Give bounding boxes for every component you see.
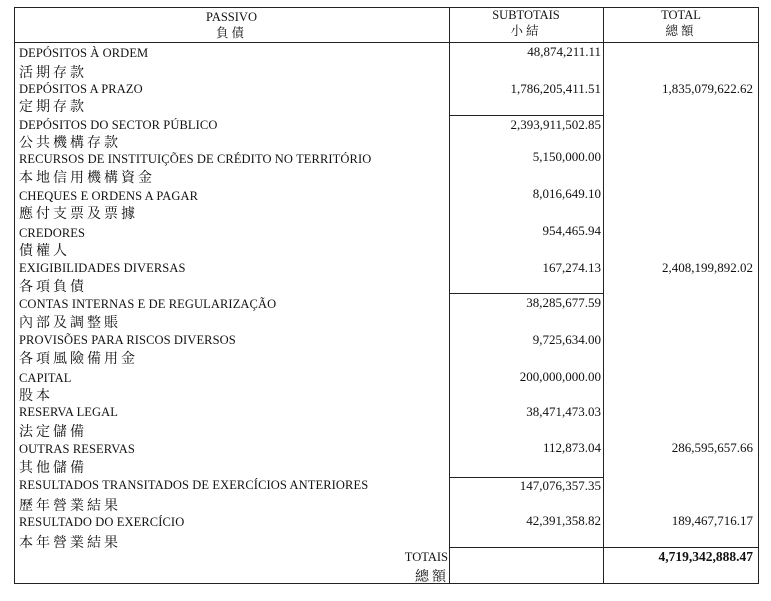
row-subtotal: 2,393,911,502.85 bbox=[510, 117, 601, 132]
row-label-pt: RECURSOS DE INSTITUIÇÕES DE CRÉDITO NO TERRITÓRIO bbox=[19, 152, 372, 166]
row-subtotal: 147,076,357.35 bbox=[519, 478, 601, 493]
row-label-cn: 其他儲備 bbox=[19, 460, 87, 476]
row-label-cn: 公共機構存款 bbox=[19, 135, 121, 151]
row-label-pt: OUTRAS RESERVAS bbox=[19, 442, 135, 456]
totals-label-pt: TOTAIS bbox=[404, 550, 448, 564]
grand-total: 4,719,342,888.47 bbox=[658, 549, 753, 564]
row-label-cn: 應付支票及票據 bbox=[19, 206, 138, 222]
row-subtotal: 954,465.94 bbox=[542, 223, 601, 238]
row-subtotal: 8,016,649.10 bbox=[532, 186, 601, 201]
row-label-pt: CREDORES bbox=[19, 226, 86, 240]
row-subtotal: 5,150,000.00 bbox=[532, 149, 601, 164]
row-label-cn: 本年營業結果 bbox=[19, 535, 121, 551]
row-label-pt: EXIGIBILIDADES DIVERSAS bbox=[19, 261, 186, 275]
header-total-pt: TOTAL bbox=[661, 8, 701, 22]
row-label-cn: 本地信用機構資金 bbox=[19, 170, 155, 186]
row-label-pt: RESULTADO DO EXERCÍCIO bbox=[19, 515, 185, 529]
header-liabilities-pt: PASSIVO bbox=[206, 10, 257, 24]
row-label-cn: 法定儲備 bbox=[19, 424, 87, 440]
header-total-cn: 總額 bbox=[665, 23, 697, 38]
row-label-pt: DEPÓSITOS DO SECTOR PÚBLICO bbox=[19, 118, 218, 132]
row-subtotal: 112,873.04 bbox=[542, 440, 601, 455]
row-label-pt: RESULTADOS TRANSITADOS DE EXERCÍCIOS ANTERIORES bbox=[19, 478, 369, 492]
row-label-pt: CONTAS INTERNAS E DE REGULARIZAÇÃO bbox=[19, 297, 277, 311]
column-divider bbox=[449, 7, 450, 584]
row-label-pt: CHEQUES E ORDENS A PAGAR bbox=[19, 189, 199, 203]
row-label-cn: 各項負債 bbox=[19, 279, 87, 295]
row-label-cn: 活期存款 bbox=[19, 65, 87, 81]
row-label-pt: CAPITAL bbox=[19, 371, 72, 385]
row-total: 2,408,199,892.02 bbox=[662, 260, 753, 275]
row-subtotal: 42,391,358.82 bbox=[526, 513, 601, 528]
header-divider bbox=[14, 42, 759, 43]
row-label-pt: RESERVA LEGAL bbox=[19, 405, 119, 419]
row-subtotal: 167,274.13 bbox=[542, 260, 601, 275]
column-divider bbox=[603, 7, 604, 584]
row-subtotal: 48,874,211.11 bbox=[527, 44, 601, 59]
row-subtotal: 38,285,677.59 bbox=[526, 295, 601, 310]
row-label-pt: DEPÓSITOS A PRAZO bbox=[19, 82, 143, 96]
row-label-cn: 歷年營業結果 bbox=[19, 498, 121, 514]
header-subtotals-pt: SUBTOTAIS bbox=[492, 8, 560, 22]
row-label-cn: 股本 bbox=[19, 388, 53, 404]
row-total: 189,467,716.17 bbox=[671, 513, 753, 528]
totals-label-cn: 總額 bbox=[415, 569, 449, 585]
row-subtotal: 38,471,473.03 bbox=[526, 404, 601, 419]
row-label-pt: DEPÓSITOS À ORDEM bbox=[19, 46, 149, 60]
row-label-cn: 定期存款 bbox=[19, 99, 87, 115]
row-total: 1,835,079,622.62 bbox=[662, 81, 753, 96]
row-label-cn: 內部及調整賬 bbox=[19, 315, 121, 331]
row-total: 286,595,657.66 bbox=[671, 440, 753, 455]
row-label-cn: 債權人 bbox=[19, 243, 70, 259]
row-subtotal: 200,000,000.00 bbox=[519, 369, 601, 384]
row-label-cn: 各項風險備用金 bbox=[19, 351, 138, 367]
header-subtotals-cn: 小結 bbox=[510, 23, 542, 38]
row-label-pt: PROVISÕES PARA RISCOS DIVERSOS bbox=[19, 333, 236, 347]
row-subtotal: 9,725,634.00 bbox=[532, 332, 601, 347]
row-subtotal: 1,786,205,411.51 bbox=[510, 81, 601, 96]
header-liabilities-cn: 負債 bbox=[215, 25, 247, 40]
